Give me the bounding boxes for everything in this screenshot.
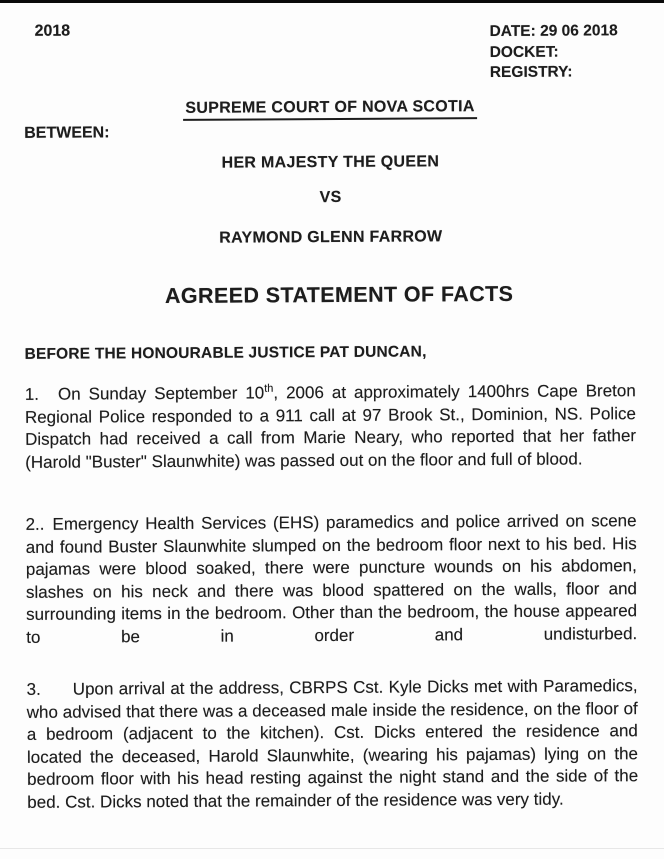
party-defendant: RAYMOND GLENN FARROW [219, 228, 443, 247]
date-line: DATE: 29 06 2018 [489, 22, 618, 41]
docket-line: DOCKET: [489, 43, 559, 61]
paragraph-1-text: On Sunday September 10 [57, 383, 265, 404]
court-title: SUPREME COURT OF NOVA SCOTIA [183, 98, 476, 121]
paragraph-2-text: Emergency Health Services (EHS) paramedics and police arrived on scene and found Buster Slaunwhite slumped on the bedroom floor next to his bed. His pajamas were blood soaked, there were puncture wounds on his abdomen, slashes on his neck and there was blood spattered on the walls, floor and surrounding items in the bedroom. Other than the bedroom, the house appeared to be in order and undisturbed. [25, 511, 638, 647]
court-title-row [0, 97, 662, 122]
header-right-block [490, 21, 618, 83]
paragraph-2-number: 2.. [25, 514, 45, 534]
presiding-justice-line: BEFORE THE HONOURABLE JUSTICE PAT DUNCAN, [24, 343, 427, 363]
party-plaintiff: HER MAJESTY THE QUEEN [221, 153, 440, 172]
paragraph-3-number: 3. [26, 679, 41, 699]
paragraph-1 [25, 380, 637, 474]
registry-line: REGISTRY: [489, 63, 573, 82]
case-year: 2018 [34, 22, 71, 40]
paragraph-1-text-continued: , 2006 at approximately 1400hrs Cape Breton Regional Police responded to a 911 call at 97 Brook St., Dominion, NS. Police Dispatch had received a call from Marie Neary, who reported that her father (Harold "Buster" Slaunwhite) was passed out on the floor and full of blood. [24, 381, 637, 472]
scan-artifact-bottom-line [0, 848, 664, 849]
paragraph-2 [26, 510, 638, 649]
document-title: AGREED STATEMENT OF FACTS [164, 281, 514, 309]
paragraph-3-text: Upon arrival at the address, CBRPS Cst. Kyle Dicks met with Paramedics, who advised that there was a deceased male inside the residence, on the floor of a bedroom (adjacent to the kitchen). Cst. Dicks entered the residence and located the deceased, Harold Slaunwhite, (wearing his pajamas) lying on the bedroom floor with his head resting against the night stand and the side of the bed. Cst. Dicks noted that the remainder of the residence was very tidy. [26, 676, 639, 812]
between-label: BETWEEN: [24, 124, 110, 142]
ordinal-superscript: th [264, 382, 274, 395]
paragraph-1-number: 1. [24, 384, 40, 404]
versus-label: VS [319, 188, 342, 207]
paragraph-3 [27, 675, 639, 814]
